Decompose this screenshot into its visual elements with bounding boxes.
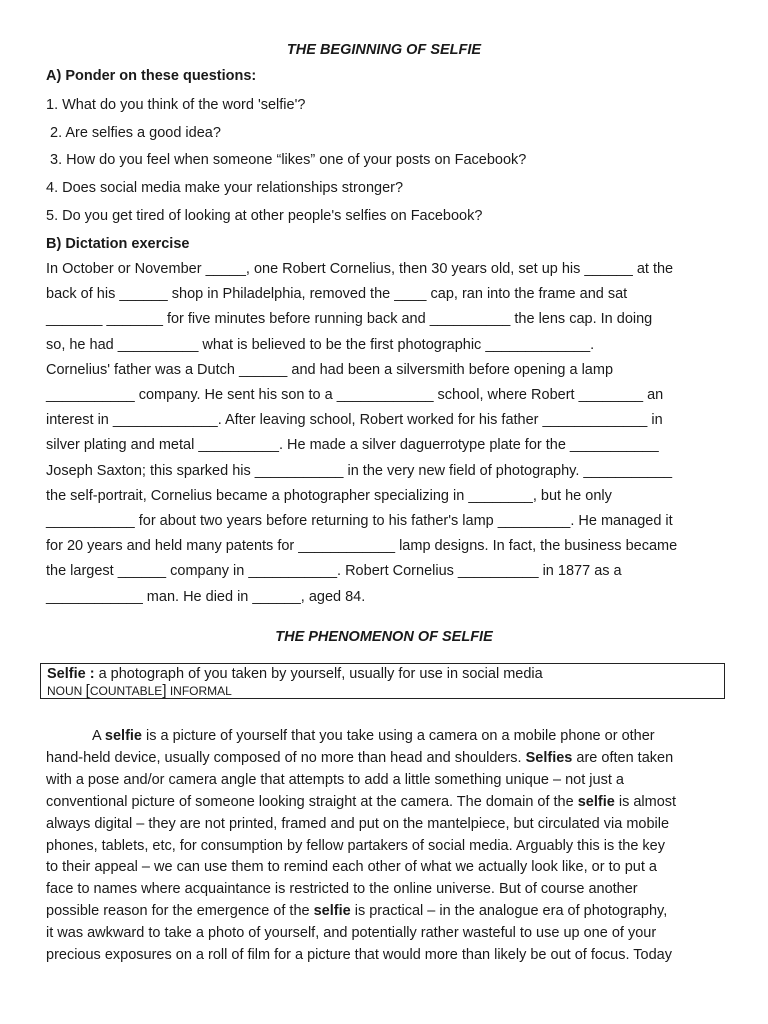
section-a-heading: A) Ponder on these questions: [46, 68, 257, 84]
dictation-line: Joseph Saxton; this sparked his ___________ in the very new field of photography. ___________ [46, 462, 673, 479]
definition-countable: COUNTABLE [89, 684, 163, 698]
question-5: 5. Do you get tired of looking at other people's selfies on Facebook? [46, 208, 483, 224]
paragraph-line: to their appeal – we can use them to remind each other of what we actually look like, or to put a [46, 859, 657, 876]
dictation-line: so, he had __________ what is believed to be the first photographic _____________. [46, 336, 595, 353]
definition-word: Selfie : [47, 666, 95, 682]
bold-term: selfie [313, 903, 351, 920]
text-run: is a picture of yourself that you take using a camera on a mobile phone or other [142, 728, 655, 744]
selfie-paragraph [46, 726, 726, 967]
text-run: hand-held device, usually composed of no more than head and shoulders. [46, 749, 526, 766]
text-run: is almost [614, 793, 677, 810]
text-run: possible reason for the emergence of the [46, 903, 314, 920]
definition-open-bracket: [ [85, 682, 90, 699]
section-title-phenomenon: THE PHENOMENON OF SELFIE [275, 629, 493, 645]
paragraph-line: with a pose and/or camera angle that attempts to add a little something unique – not just a [46, 771, 624, 788]
dictation-line: the largest ______ company in ___________. Robert Cornelius __________ in 1877 as a [46, 563, 622, 580]
paragraph-line: it was awkward to take a photo of yourself, and potentially rather wasteful to use up one of your [46, 925, 657, 942]
paragraph-line [46, 901, 726, 923]
text-run: conventional picture of someone looking straight at the camera. The domain of the [46, 793, 578, 810]
definition-grammar [47, 683, 718, 699]
paragraph-line [46, 792, 726, 814]
question-2: 2. Are selfies a good idea? [50, 125, 221, 141]
definition-text: a photograph of you taken by yourself, usually for use in social media [94, 666, 543, 682]
question-3: 3. How do you feel when someone “likes” one of your posts on Facebook? [50, 152, 527, 168]
paragraph-line [46, 748, 726, 770]
definition-box [40, 663, 725, 699]
question-1: 1. What do you think of the word 'selfie'? [46, 97, 306, 113]
dictation-line: the self-portrait, Cornelius became a photographer specializing in ________, but he only [46, 487, 612, 504]
paragraph-line: always digital – they are not printed, framed and put on the mantelpiece, but circulated via mobile [46, 815, 670, 832]
dictation-line: silver plating and metal __________. He made a silver daguerrotype plate for the ___________ [46, 437, 659, 454]
dictation-line: In October or November _____, one Robert Cornelius, then 30 years old, set up his ______ at the [46, 261, 674, 277]
definition-line [47, 666, 718, 683]
dictation-line: ___________ company. He sent his son to a ____________ school, where Robert ________ an [46, 387, 664, 404]
dictation-line: back of his ______ shop in Philadelphia, removed the ____ cap, ran into the frame and sat [46, 286, 628, 303]
paragraph-line: phones, tablets, etc, for consumption by fellow partakers of social media. Arguably this is the key [46, 837, 665, 854]
section-b-heading: B) Dictation exercise [46, 236, 190, 252]
dictation-line: for 20 years and held many patents for ____________ lamp designs. In fact, the business became [46, 538, 678, 555]
text-run: A [92, 728, 105, 744]
bold-term: selfie [577, 793, 615, 810]
definition-noun: NOUN [47, 684, 86, 698]
text-run: are often taken [572, 749, 674, 766]
bold-term: selfie [104, 728, 142, 744]
dictation-line: Cornelius' father was a Dutch ______ and had been a silversmith before opening a lamp [46, 361, 614, 378]
page-title: THE BEGINNING OF SELFIE [286, 42, 482, 58]
dictation-line: ___________ for about two years before returning to his father's lamp _________. He managed it [46, 513, 673, 530]
definition-close-bracket: ] [162, 682, 167, 699]
text-run: is practical – in the analogue era of photography, [350, 903, 668, 920]
dictation-line: interest in _____________. After leaving school, Robert worked for his father _____________ in [46, 412, 663, 429]
paragraph-line [46, 726, 726, 748]
question-4: 4. Does social media make your relationships stronger? [46, 180, 404, 196]
paragraph-line: face to names where acquaintance is restricted to the online universe. But of course another [46, 881, 638, 898]
dictation-text [46, 257, 726, 610]
definition-informal: INFORMAL [166, 684, 232, 698]
dictation-line: ____________ man. He died in ______, aged 84. [46, 588, 366, 605]
dictation-line: _______ _______ for five minutes before running back and __________ the lens cap. In doing [46, 311, 653, 328]
paragraph-line: precious exposures on a roll of film for a picture that would more than likely be out of focus. Today [46, 947, 672, 964]
bold-term: Selfies [525, 749, 573, 766]
